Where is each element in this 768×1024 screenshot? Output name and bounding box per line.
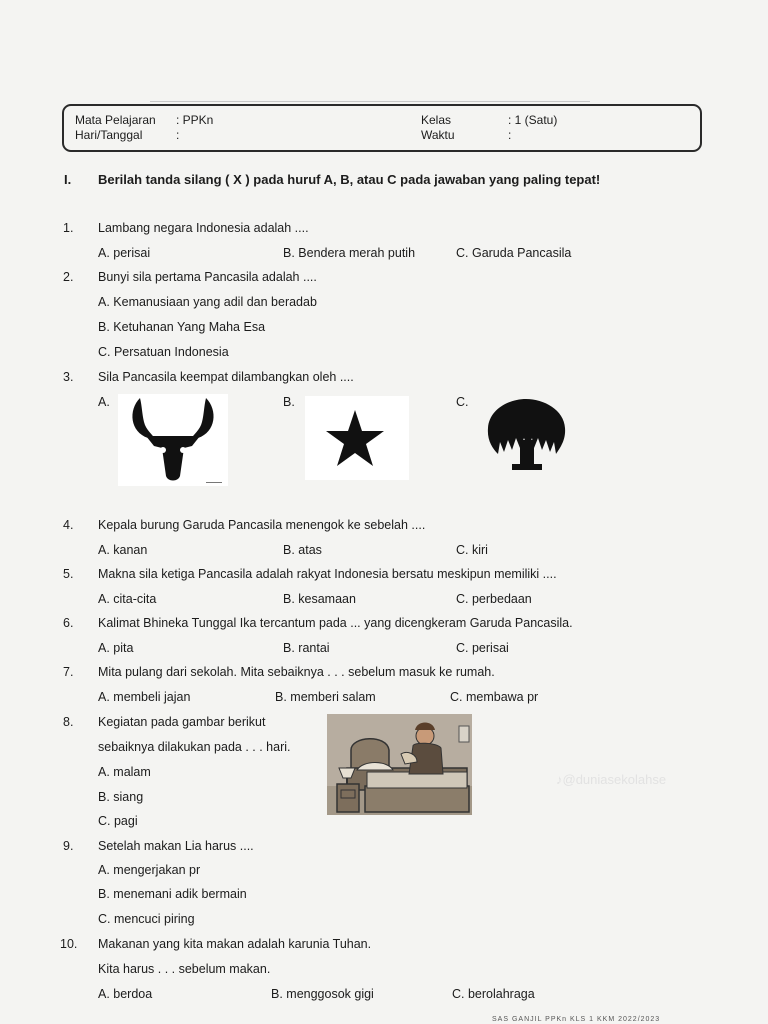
info-box — [62, 104, 702, 152]
question-number: 5. — [63, 567, 74, 581]
question-text-line2: Kita harus . . . sebelum makan. — [98, 962, 271, 976]
bedroom-illustration — [327, 714, 472, 815]
option-a[interactable]: A. membeli jajan — [98, 690, 191, 704]
option-a[interactable]: A. kanan — [98, 543, 148, 557]
question-text-line2: sebaiknya dilakukan pada . . . hari. — [98, 740, 291, 754]
question-text: Mita pulang dari sekolah. Mita sebaiknya . . . sebelum masuk ke rumah. — [98, 665, 495, 679]
option-a[interactable]: A. malam — [98, 765, 151, 779]
subject-value: : PPKn — [176, 113, 214, 127]
option-a[interactable]: A. berdoa — [98, 987, 153, 1001]
option-c[interactable]: C. pagi — [98, 814, 138, 828]
section-number: I. — [64, 172, 72, 187]
option-c[interactable]: C. perisai — [456, 641, 509, 655]
option-c[interactable]: C. perbedaan — [456, 592, 532, 606]
question-number: 9. — [63, 839, 74, 853]
option-a[interactable]: A. pita — [98, 641, 134, 655]
subject-label: Mata Pelajaran — [75, 113, 156, 127]
instruction-text: Berilah tanda silang ( X ) pada huruf A, B, atau C pada jawaban yang paling tepat! — [98, 172, 601, 187]
option-c[interactable]: C. mencuci piring — [98, 912, 195, 926]
question-text: Setelah makan Lia harus .... — [98, 839, 254, 853]
option-b[interactable]: B. Bendera merah putih — [283, 246, 416, 260]
question-number: 2. — [63, 270, 74, 284]
option-a[interactable]: A. mengerjakan pr — [98, 863, 201, 877]
watermark: ♪@duniasekolahse — [556, 772, 667, 787]
option-b[interactable]: B. rantai — [283, 641, 330, 655]
question-number: 1. — [63, 221, 74, 235]
question-number: 4. — [63, 518, 74, 532]
option-b[interactable]: B. kesamaan — [283, 592, 356, 606]
question-text: Bunyi sila pertama Pancasila adalah .... — [98, 270, 317, 284]
option-c[interactable]: C. berolahraga — [452, 987, 535, 1001]
option-b[interactable]: B. Ketuhanan Yang Maha Esa — [98, 320, 266, 334]
option-c[interactable]: C. — [456, 395, 469, 409]
banyan-tree-icon[interactable] — [484, 396, 570, 474]
option-a[interactable]: A. Kemanusiaan yang adil dan beradab — [98, 295, 317, 309]
option-c[interactable]: C. membawa pr — [450, 690, 539, 704]
class-value: : 1 (Satu) — [508, 113, 558, 127]
question-text: Lambang negara Indonesia adalah .... — [98, 221, 309, 235]
class-label: Kelas — [421, 113, 452, 127]
option-b[interactable]: B. — [283, 395, 295, 409]
question-number: 8. — [63, 715, 74, 729]
header-rule — [150, 101, 590, 102]
question-text: Makanan yang kita makan adalah karunia Tuhan. — [98, 937, 372, 951]
option-a[interactable]: A. — [98, 395, 110, 409]
question-text: Kegiatan pada gambar berikut — [98, 715, 266, 729]
option-c[interactable]: C. Garuda Pancasila — [456, 246, 572, 260]
option-b[interactable]: B. memberi salam — [275, 690, 376, 704]
day-value: : — [176, 128, 180, 142]
footer-text: SAS GANJIL PPKn KLS 1 KKM 2022/2023 — [492, 1016, 661, 1023]
question-text: Kepala burung Garuda Pancasila menengok ke sebelah .... — [98, 518, 426, 532]
star-icon[interactable] — [305, 396, 409, 480]
bull-head-icon[interactable] — [118, 394, 228, 486]
time-value: : — [508, 128, 512, 142]
question-text: Kalimat Bhineka Tunggal Ika tercantum pada ... yang dicengkeram Garuda Pancasila. — [98, 616, 573, 630]
option-b[interactable]: B. menggosok gigi — [271, 987, 374, 1001]
question-text: Makna sila ketiga Pancasila adalah rakyat Indonesia bersatu meskipun memiliki .... — [98, 567, 557, 581]
option-c[interactable]: C. Persatuan Indonesia — [98, 345, 229, 359]
option-b[interactable]: B. siang — [98, 790, 144, 804]
time-label: Waktu — [421, 128, 455, 142]
question-number: 6. — [63, 616, 74, 630]
option-b[interactable]: B. atas — [283, 543, 322, 557]
question-number: 3. — [63, 370, 74, 384]
question-number: 7. — [63, 665, 74, 679]
option-c[interactable]: C. kiri — [456, 543, 488, 557]
option-b[interactable]: B. menemani adik bermain — [98, 887, 247, 901]
question-number: 10. — [60, 937, 78, 951]
day-label: Hari/Tanggal — [75, 128, 143, 142]
question-text: Sila Pancasila keempat dilambangkan oleh .... — [98, 370, 354, 384]
option-a[interactable]: A. perisai — [98, 246, 151, 260]
option-a[interactable]: A. cita-cita — [98, 592, 157, 606]
